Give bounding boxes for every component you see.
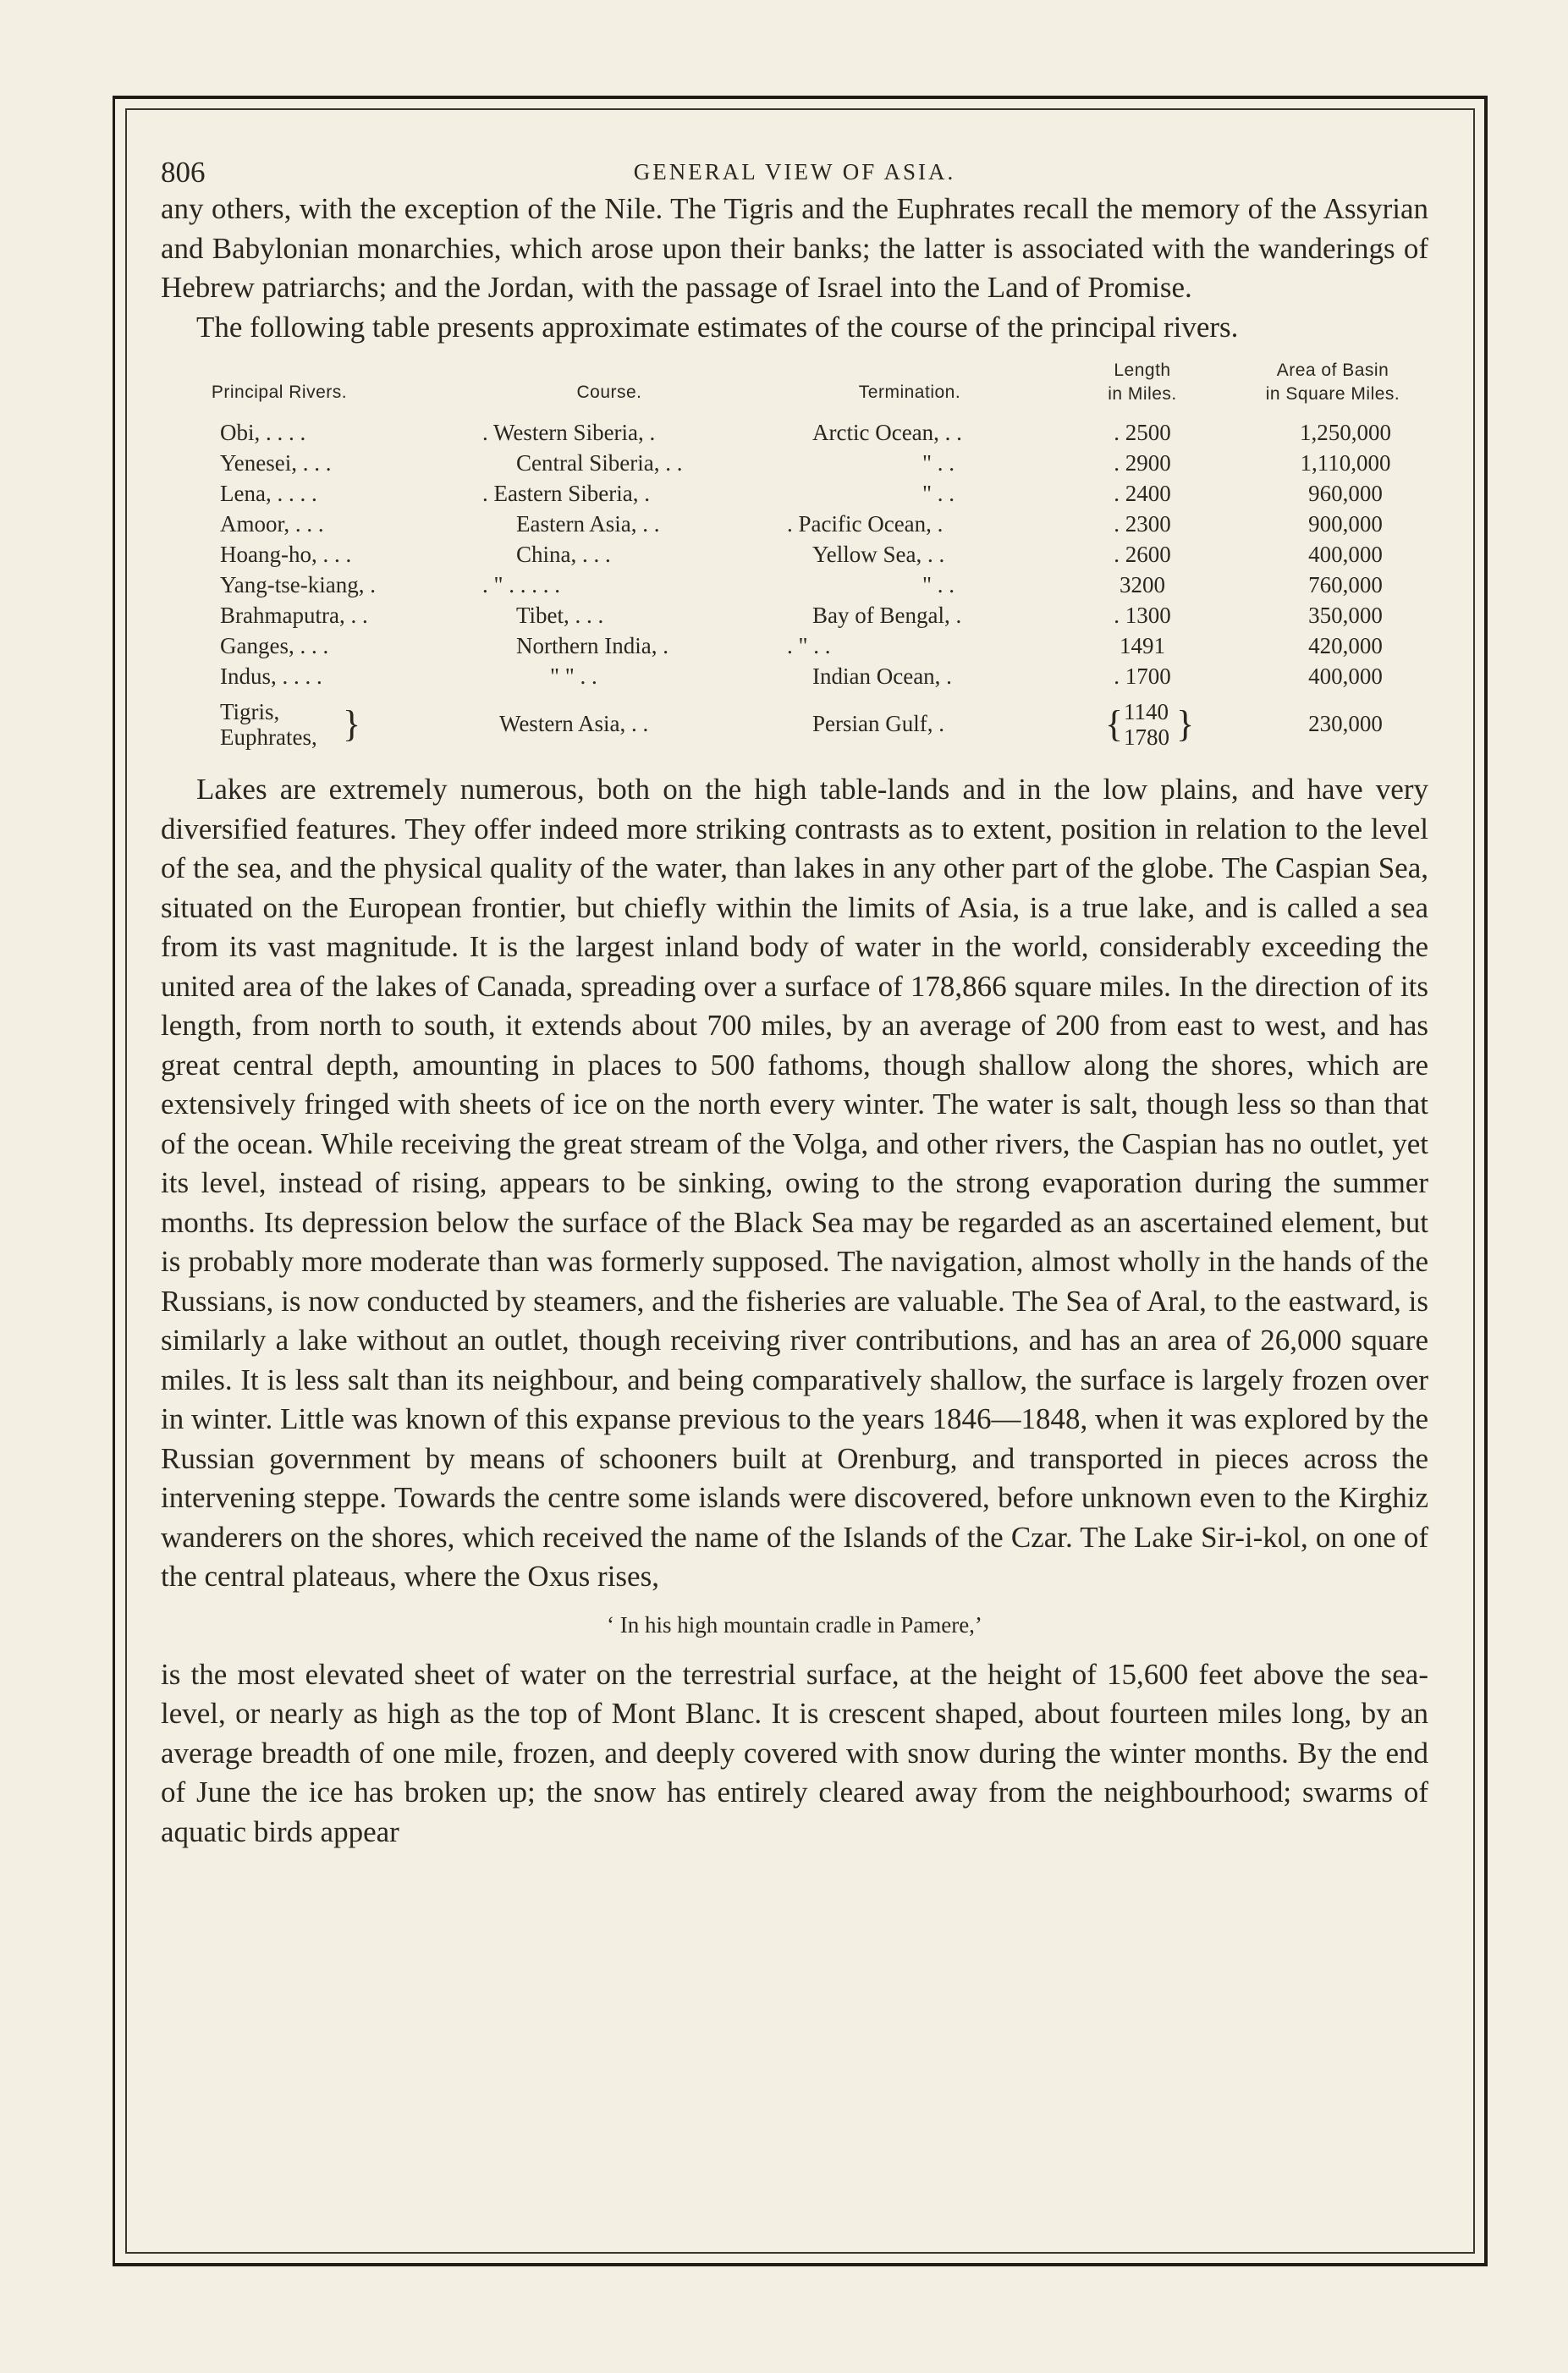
cell-area: 960,000 <box>1308 481 1383 506</box>
header-termination: Termination. <box>858 383 961 402</box>
table-row <box>161 450 1428 481</box>
running-header <box>161 146 1428 190</box>
cell-length: 1491 <box>1120 633 1165 658</box>
cell-river: Yang-tse-kiang, . <box>220 572 376 597</box>
cell-river-euphrates: Euphrates, <box>220 724 317 750</box>
cell-river: Obi, . . . . <box>220 420 306 445</box>
table-row <box>161 420 1428 450</box>
cell-length: . 2300 <box>1114 511 1171 537</box>
length-brace-left: { <box>1105 703 1124 745</box>
cell-area: 1,110,000 <box>1300 450 1391 476</box>
page-content <box>161 146 1428 1852</box>
header-course: Course. <box>576 383 642 402</box>
cell-length: . 2500 <box>1114 420 1171 445</box>
table-row <box>161 542 1428 572</box>
table-row-tigris-euphrates <box>161 699 1428 753</box>
header-area-1: Area of Basin <box>1276 361 1389 380</box>
cell-termination: Arctic Ocean, . . <box>812 420 962 445</box>
cell-area: 1,250,000 <box>1300 420 1391 445</box>
header-length-2: in Miles. <box>1108 384 1177 404</box>
table-row <box>161 633 1428 663</box>
cell-course: . Western Siberia, . <box>482 420 656 445</box>
cell-length: . 2600 <box>1114 542 1171 567</box>
cell-area: 230,000 <box>1308 711 1383 736</box>
cell-length: 3200 <box>1120 572 1165 597</box>
cell-area: 760,000 <box>1308 572 1383 597</box>
cell-course: . " . . . . . <box>482 572 561 597</box>
length-brace-right: } <box>1176 703 1195 745</box>
cell-length-euphrates: 1780 <box>1124 724 1169 750</box>
cell-termination: " . . <box>922 481 955 506</box>
table-row <box>161 572 1428 603</box>
cell-termination: " . . <box>922 572 955 597</box>
rivers-table <box>161 350 1428 757</box>
table-row <box>161 511 1428 542</box>
header-area-2: in Square Miles. <box>1265 384 1400 404</box>
cell-termination: . " . . <box>787 633 831 658</box>
table-row <box>161 663 1428 694</box>
cell-area: 420,000 <box>1308 633 1383 658</box>
cell-course: Northern India, . <box>516 633 668 658</box>
cell-termination: Yellow Sea, . . <box>812 542 945 567</box>
cell-termination: Persian Gulf, . <box>812 711 944 736</box>
cell-river: Lena, . . . . <box>220 481 317 506</box>
cell-river: Brahmaputra, . . <box>220 603 368 628</box>
cell-termination: Indian Ocean, . <box>812 663 952 689</box>
paragraph-sirikol: is the most elevated sheet of water on the terrestrial surface, at the height of 15,600 feet above the sea-level, or nearly as high as the top of Mont Blanc. It is crescent shaped, about fourteen miles long, by an average breadth of one mile, frozen, and deeply covered with snow during the winter months. By the end of June the ice has broken up; the snow has entirely cleared away from the neighbourhood; swarms of aquatic birds appear <box>161 1657 1428 1848</box>
cell-river: Ganges, . . . <box>220 633 329 658</box>
cell-course: " " . . <box>550 663 597 689</box>
paragraph-table-intro: The following table presents approximate estimates of the course of the principal rivers. <box>196 310 1239 344</box>
cell-area: 900,000 <box>1308 511 1383 537</box>
cell-length: . 2400 <box>1114 481 1171 506</box>
page-number: 806 <box>161 156 206 189</box>
cell-termination: Bay of Bengal, . <box>812 603 962 628</box>
cell-course: Tibet, . . . <box>516 603 604 628</box>
paragraph-intro: any others, with the exception of the Nile. The Tigris and the Euphrates recall the memory of the Assyrian and Babylonian monarchies, which arose upon their banks; the latter is associated with the wanderings of Hebrew patriarchs; and the Jordan, with the passage of Israel into the Land of Promise. <box>161 192 1428 304</box>
cell-course: Western Asia, . . <box>499 711 649 736</box>
cell-termination: " . . <box>922 450 955 476</box>
paragraph-lakes: Lakes are extremely numerous, both on the high table-lands and in the low plains, and have very diversified features. They offer indeed more striking contrasts as to extent, position in relation to the level of the sea, and the physical quality of the water, than lakes in any other part of the globe. The Caspian Sea, situated on the European frontier, but chiefly within the limits of Asia, is a true lake, and is called a sea from its vast magnitude. It is the largest inland body of water in the world, considerably exceeding the united area of the lakes of Canada, spreading over a surface of 178,866 square miles. In the direction of its length, from north to south, it extends about 700 miles, by an average of 200 from east to west, and has great central depth, amounting in places to 500 fathoms, though shallow along the shores, which are extensively fringed with sheets of ice on the north every winter. The water is salt, though less so than that of the ocean. While receiving the great stream of the Volga, and other rivers, the Caspian has no outlet, yet its level, instead of rising, appears to be sinking, owing to the strong evaporation during the summer months. Its depression below the surface of the Black Sea may be regarded as an ascertained element, but is probably more moderate than was formerly supposed. The navigation, almost wholly in the hands of the Russians, is now conducted by steamers, and the fisheries are valuable. The Sea of Aral, to the eastward, is similarly a lake without an outlet, though receiving river contributions, and has an area of 26,000 square miles. It is less salt than its neighbour, and being comparatively shallow, the surface is largely frozen over in winter. Little was known of this expanse previous to the years 1846—1848, when it was explored by the Russian government by means of schooners built at Orenburg, and transported in pieces across the intervening steppe. Towards the centre some islands were discovered, before unknown even to the Kirghiz wanderers on the shores, which received the name of the Islands of the Czar. The Lake Sir-i-kol, on one of the central plateaus, where the Oxus rises, <box>161 773 1428 1593</box>
river-brace: } <box>343 703 361 745</box>
cell-river: Amoor, . . . <box>220 511 324 537</box>
header-river: Principal Rivers. <box>211 383 348 402</box>
cell-course: China, . . . <box>516 542 611 567</box>
cell-length-tigris: 1140 <box>1124 699 1169 724</box>
cell-area: 400,000 <box>1308 542 1383 567</box>
running-title: GENERAL VIEW OF ASIA. <box>633 159 956 184</box>
cell-course: Central Siberia, . . <box>516 450 683 476</box>
cell-area: 350,000 <box>1308 603 1383 628</box>
header-length-1: Length <box>1114 361 1171 380</box>
table-row <box>161 481 1428 511</box>
cell-area: 400,000 <box>1308 663 1383 689</box>
cell-course: Eastern Asia, . . <box>516 511 660 537</box>
cell-length: . 1300 <box>1114 603 1171 628</box>
poetry-quote: ‘ In his high mountain cradle in Pamere,’ <box>607 1611 982 1638</box>
cell-river: Hoang-ho, . . . <box>220 542 352 567</box>
table-row <box>161 603 1428 633</box>
cell-river: Indus, . . . . <box>220 663 322 689</box>
cell-river: Yenesei, . . . <box>220 450 332 476</box>
cell-length: . 1700 <box>1114 663 1171 689</box>
cell-river-tigris: Tigris, <box>220 699 280 724</box>
cell-course: . Eastern Siberia, . <box>482 481 650 506</box>
cell-termination: . Pacific Ocean, . <box>787 511 944 537</box>
cell-length: . 2900 <box>1114 450 1171 476</box>
